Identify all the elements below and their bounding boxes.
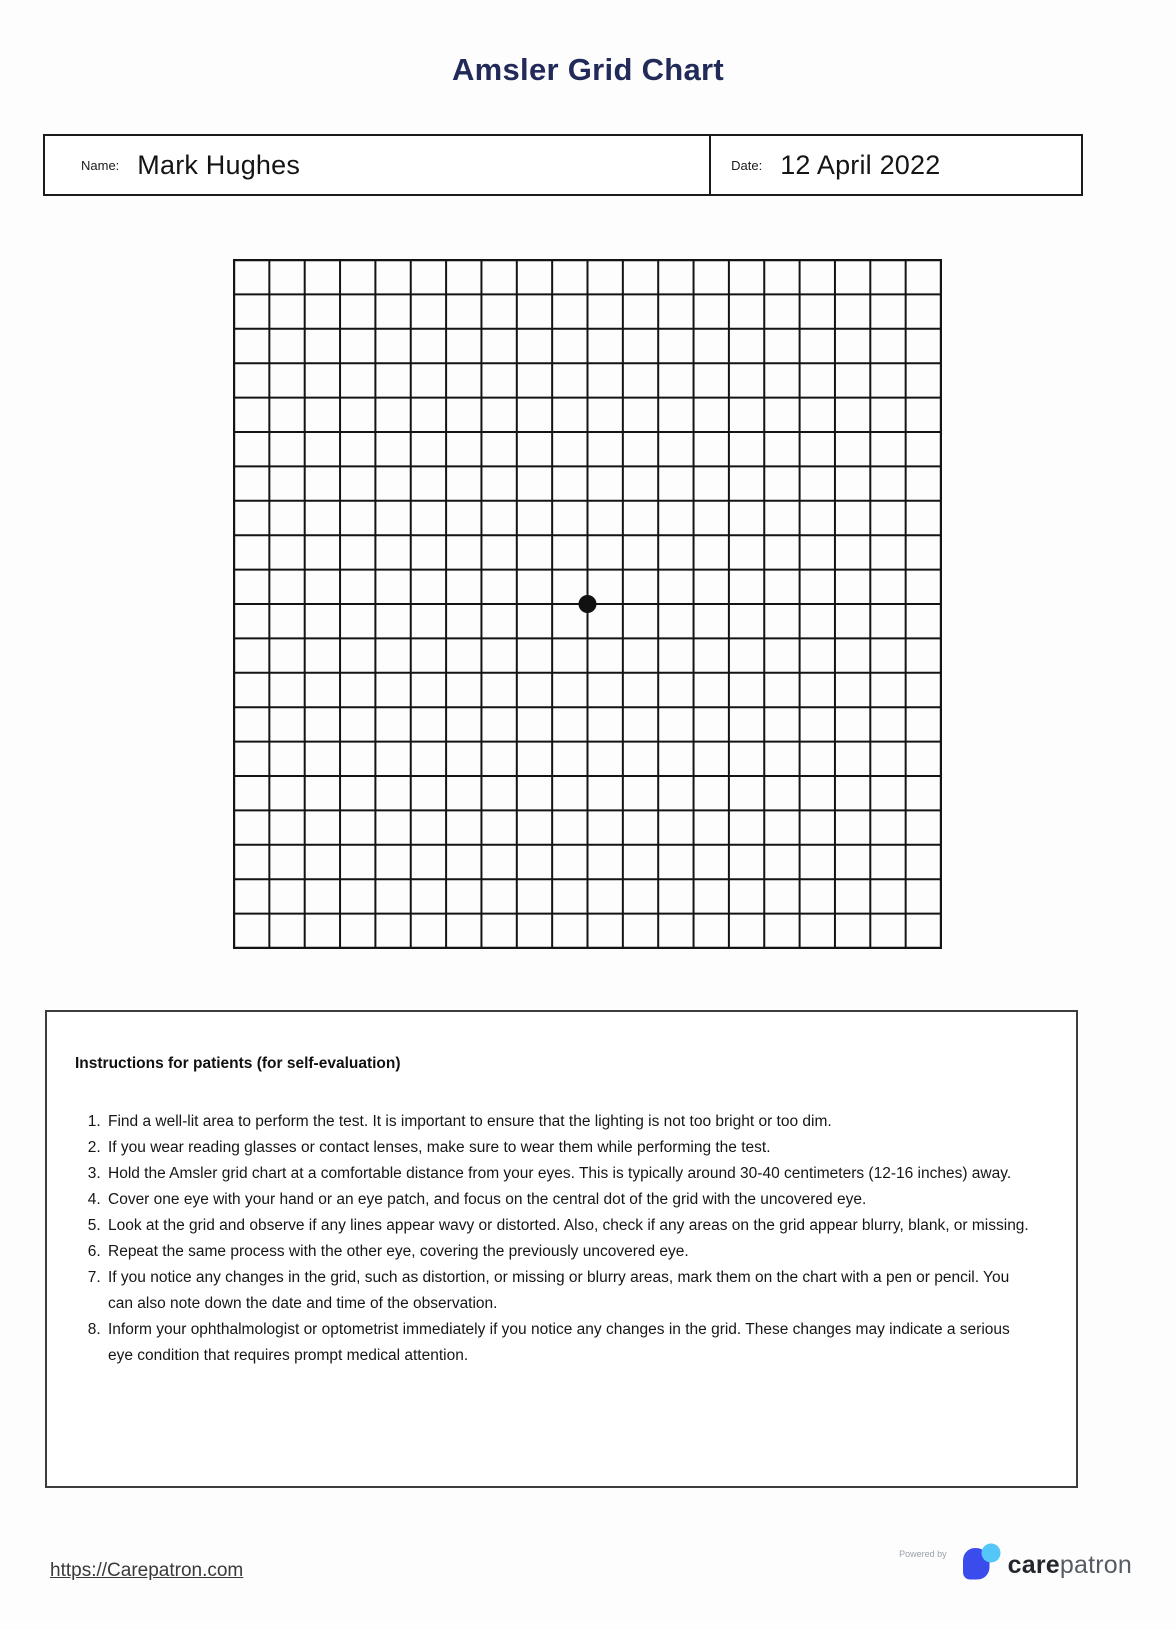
instructions-box: [45, 1010, 1078, 1488]
instructions-list: [47, 1109, 1076, 1369]
page-title: Amsler Grid Chart: [451, 52, 725, 87]
instructions-heading: Instructions for patients (for self-evaluation): [75, 1055, 401, 1072]
brand-footer: [899, 1540, 1132, 1591]
date-field: [711, 136, 1081, 194]
amsler-grid-svg: [233, 259, 942, 949]
brand-care-text: care: [1007, 1551, 1060, 1579]
name-label: Name:: [81, 157, 120, 173]
patient-info-box: [43, 134, 1083, 196]
instruction-item: 4. Cover one eye with your hand or an eye patch, and focus on the central dot of the grid with the uncovered eye.: [105, 1187, 1036, 1213]
instruction-item: 1. Find a well-lit area to perform the test. It is important to ensure that the lighting is not too bright or too dim.: [105, 1109, 1036, 1135]
instruction-item: 3. Hold the Amsler grid chart at a comfortable distance from your eyes. This is typically around 30-40 centimeters (12-16 inches) away.: [105, 1161, 1036, 1187]
amsler-grid: [233, 259, 942, 949]
date-value: 12 April 2022: [780, 149, 941, 180]
brand-patron-text: patron: [1059, 1551, 1132, 1579]
date-label: Date:: [731, 157, 763, 173]
name-field: [45, 136, 711, 194]
instruction-item: 8. Inform your ophthalmologist or optometrist immediately if you notice any changes in the grid. These changes may indicate a serious eye condition that requires prompt medical attention.: [105, 1317, 1036, 1369]
instruction-item: 7. If you notice any changes in the grid, such as distortion, or missing or blurry areas, mark them on the chart with a pen or pencil. You can also note down the date and time of the observation.: [105, 1265, 1036, 1317]
instruction-item: 5. Look at the grid and observe if any lines appear wavy or distorted. Also, check if any areas on the grid appear blurry, blank, or missing.: [105, 1213, 1036, 1239]
name-value: Mark Hughes: [137, 149, 301, 180]
powered-by-label: Powered by: [899, 1549, 947, 1559]
carepatron-logo-icon: [961, 1540, 1001, 1591]
instruction-item: 6. Repeat the same process with the other eye, covering the previously uncovered eye.: [105, 1239, 1036, 1265]
footer-url-link[interactable]: https://Carepatron.com: [50, 1560, 244, 1581]
brand-wordmark: [1008, 1551, 1132, 1580]
instruction-item: 2. If you wear reading glasses or contact lenses, make sure to wear them while performing the test.: [105, 1135, 1036, 1161]
grid-center-dot: [579, 595, 597, 613]
